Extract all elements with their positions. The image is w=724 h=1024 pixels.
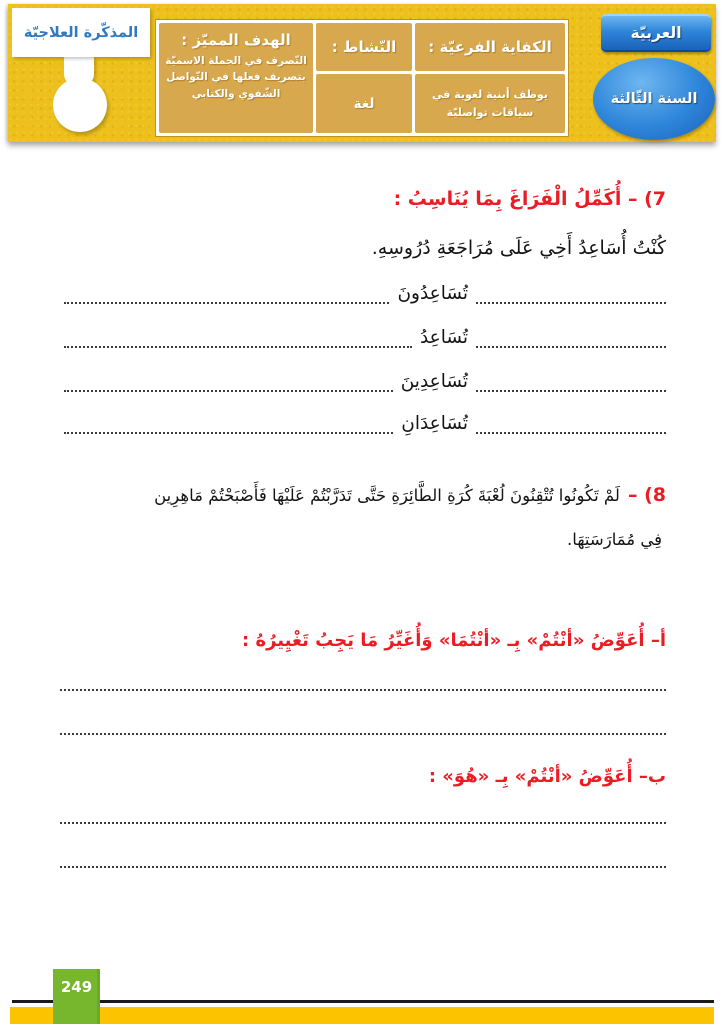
dotted-filler — [64, 424, 393, 434]
exercise8-text1: لَمْ تَكُونُوا تُتْقِنُونَ لُعْبَةَ كُرَةِ الطَّائِرَةِ حَتَّى تَدَرَّبْتُمْ عَلَيْهَا فَأَصْبَحْتُمْ مَاهِرِين — [154, 486, 620, 505]
subject-label: العربيّة — [630, 24, 682, 42]
year-label: السنة الثّالثة — [610, 91, 698, 107]
fill-line — [64, 316, 666, 348]
dotted-filler — [476, 294, 666, 304]
dotted-filler — [64, 338, 412, 348]
dotted-filler — [476, 338, 666, 348]
dotted-filler — [64, 382, 393, 392]
answer-line — [60, 822, 666, 824]
goal-value: التّصرف في الجملة الاسميّة بتصريف فعلها في التّواصل الشّفوي والكتابي — [165, 55, 307, 100]
verb-option: تُسَاعِدُ — [419, 326, 468, 348]
goal-title: الهدف المميّز : — [181, 31, 291, 49]
exercise8-statement — [56, 484, 666, 549]
verb-option: تُسَاعِدَانِ — [401, 412, 468, 434]
footer-bar — [10, 1007, 714, 1024]
dotted-filler — [476, 424, 666, 434]
answer-line — [60, 733, 666, 735]
competency-title: الكفاية الفرعيّة : — [428, 38, 552, 56]
exercise8-line1 — [56, 484, 666, 506]
answer-line — [60, 866, 666, 868]
dotted-filler — [64, 294, 389, 304]
fill-line — [64, 402, 666, 434]
verb-option: تُسَاعِدُونَ — [397, 282, 468, 304]
answer-line — [60, 689, 666, 691]
dotted-filler — [476, 382, 666, 392]
exercise8-text2: فِي مُمَارَسَتِهَا. — [567, 530, 662, 549]
fill-line — [64, 272, 666, 304]
memo-label-text: المذكّرة العلاجيّة — [23, 24, 139, 41]
page-number-badge — [53, 969, 100, 1024]
exercise8-number: 8) – — [627, 484, 666, 506]
verb-option: تُسَاعِدِينَ — [400, 370, 468, 392]
exercise7-heading: 7) – أُكَمِّلُ الْفَرَاغَ بِمَا يُنَاسِبُ : — [393, 188, 666, 210]
exercise8-part-b-heading: ب– أُعَوِّضُ «أنْتُمْ» بِـ «هُوَ» : — [428, 766, 666, 787]
footer-rule — [12, 1000, 714, 1003]
activity-value: لغة — [353, 95, 375, 112]
exercise8-part-a-heading: أ– أُعَوِّضُ «أنْتُمْ» بِـ «أنْتُمَا» وَأُغَيِّرُ مَا يَجِبُ تَغْيِيرُهُ : — [242, 630, 666, 651]
competency-value: يوظف أبنية لغوية في سياقات تواصليّة — [432, 88, 548, 119]
fill-line — [64, 360, 666, 392]
activity-title: النّشاط : — [331, 38, 397, 56]
page-number: 249 — [60, 978, 93, 996]
exercise7-sentence: كُنْتُ أُسَاعِدُ أَخِي عَلَى مُرَاجَعَةِ دُرُوسِهِ. — [371, 237, 666, 259]
